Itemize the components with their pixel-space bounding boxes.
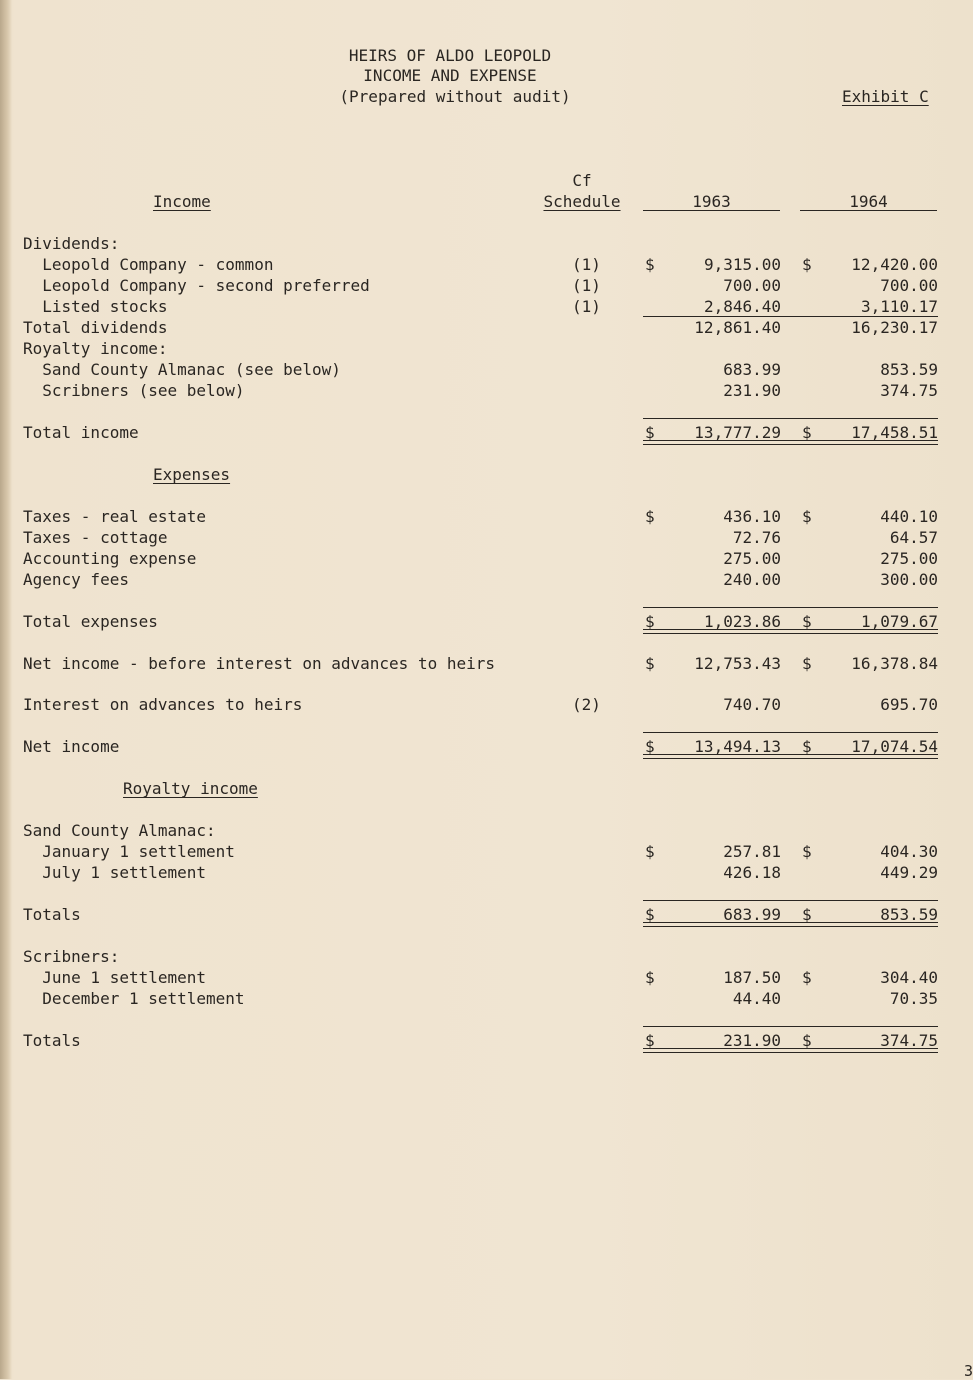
double-underline — [643, 754, 938, 759]
dollar-sign: $ — [645, 612, 655, 631]
line-label: Leopold Company - common — [23, 255, 274, 274]
dollar-sign: $ — [645, 423, 655, 442]
dollar-sign: $ — [802, 737, 812, 756]
amount-1963: 231.90 — [723, 1031, 781, 1050]
amount-1964: 440.10 — [880, 507, 938, 526]
double-underline — [643, 440, 938, 445]
amount-1964: 695.70 — [880, 695, 938, 714]
page-number: 3 — [963, 1362, 973, 1380]
schedule-ref: (1) — [572, 276, 601, 295]
amount-1964: 853.59 — [880, 905, 938, 924]
line-label: Taxes - cottage — [23, 528, 168, 547]
dollar-sign: $ — [645, 507, 655, 526]
amount-1963: 275.00 — [723, 549, 781, 568]
income-column-header: Income — [153, 192, 211, 211]
total-rule-top — [643, 607, 938, 608]
amount-1964: 304.40 — [880, 968, 938, 987]
royalty-income-label: Royalty income: — [23, 339, 168, 358]
amount-1964: 64.57 — [889, 528, 938, 547]
line-label: June 1 settlement — [23, 968, 207, 987]
amount-1963: 44.40 — [732, 989, 781, 1008]
amount-1963: 740.70 — [723, 695, 781, 714]
amount-1963: 436.10 — [723, 507, 781, 526]
amount-1963: 240.00 — [723, 570, 781, 589]
amount-1964: 12,420.00 — [851, 255, 938, 274]
double-underline — [643, 1048, 938, 1053]
dollar-sign: $ — [802, 968, 812, 987]
amount-1963: 2,846.40 — [703, 297, 781, 316]
amount-1963: 426.18 — [723, 863, 781, 882]
amount-1964: 70.35 — [889, 989, 938, 1008]
amount-1964: 404.30 — [880, 842, 938, 861]
amount-1964: 374.75 — [880, 381, 938, 400]
amount-1964: 300.00 — [880, 570, 938, 589]
total-rule-top — [643, 1026, 938, 1027]
schedule-ref: (1) — [572, 297, 601, 316]
amount-1963: 13,777.29 — [694, 423, 781, 442]
amount-1963: 1,023.86 — [703, 612, 781, 631]
total-rule-top — [643, 732, 938, 733]
total-expenses-label: Total expenses — [23, 612, 158, 631]
dollar-sign: $ — [645, 654, 655, 673]
total-income-label: Total income — [23, 423, 139, 442]
dollar-sign: $ — [802, 654, 812, 673]
dollar-sign: $ — [645, 968, 655, 987]
double-underline — [643, 629, 938, 634]
amount-1963: 72.76 — [732, 528, 781, 547]
net-income-label: Net income — [23, 737, 120, 756]
cf-header: Cf — [572, 171, 592, 190]
header-rule-1964 — [800, 210, 937, 211]
dollar-sign: $ — [645, 842, 655, 861]
totals-label: Totals — [23, 1031, 81, 1050]
dollar-sign: $ — [802, 905, 812, 924]
amount-1963: 683.99 — [723, 905, 781, 924]
amount-1964: 374.75 — [880, 1031, 938, 1050]
totals-label: Totals — [23, 905, 81, 924]
exhibit-label: Exhibit C — [842, 87, 929, 106]
line-label: Agency fees — [23, 570, 129, 589]
royalty-income-heading: Royalty income — [123, 779, 258, 798]
dollar-sign: $ — [802, 507, 812, 526]
schedule-ref: (1) — [572, 255, 601, 274]
total-dividends-label: Total dividends — [23, 318, 168, 337]
dollar-sign: $ — [802, 255, 812, 274]
line-label: Leopold Company - second preferred — [23, 276, 370, 295]
amount-1963: 683.99 — [723, 360, 781, 379]
dollar-sign: $ — [645, 1031, 655, 1050]
interest-label: Interest on advances to heirs — [23, 695, 303, 714]
amount-1963: 187.50 — [723, 968, 781, 987]
title-line-3: (Prepared without audit) — [339, 87, 571, 106]
expenses-heading: Expenses — [153, 465, 231, 484]
line-label: Scribners (see below) — [23, 381, 245, 400]
binding-edge — [0, 0, 12, 1379]
amount-1963: 9,315.00 — [703, 255, 781, 274]
amount-1964: 700.00 — [880, 276, 938, 295]
dividends-label: Dividends: — [23, 234, 120, 253]
amount-1963: 13,494.13 — [694, 737, 781, 756]
dollar-sign: $ — [802, 1031, 812, 1050]
amount-1963: 12,861.40 — [694, 318, 781, 337]
amount-1964: 853.59 — [880, 360, 938, 379]
line-label: July 1 settlement — [23, 863, 207, 882]
line-label: January 1 settlement — [23, 842, 235, 861]
title-line-2: INCOME AND EXPENSE — [363, 66, 537, 85]
amount-1964: 17,458.51 — [851, 423, 938, 442]
year-1963-header: 1963 — [692, 192, 731, 211]
year-1964-header: 1964 — [849, 192, 888, 211]
amount-1964: 16,230.17 — [851, 318, 938, 337]
amount-1964: 17,074.54 — [851, 737, 938, 756]
total-rule-top — [643, 900, 938, 901]
dollar-sign: $ — [645, 905, 655, 924]
dollar-sign: $ — [802, 423, 812, 442]
sand-county-almanac-label: Sand County Almanac: — [23, 821, 216, 840]
line-label: Taxes - real estate — [23, 507, 207, 526]
scribners-label: Scribners: — [23, 947, 120, 966]
amount-1963: 12,753.43 — [694, 654, 781, 673]
line-label: Sand County Almanac (see below) — [23, 360, 341, 379]
header-rule-1963 — [643, 210, 780, 211]
dollar-sign: $ — [802, 612, 812, 631]
amount-1963: 257.81 — [723, 842, 781, 861]
dollar-sign: $ — [802, 842, 812, 861]
title-line-1: HEIRS OF ALDO LEOPOLD — [348, 46, 552, 65]
schedule-ref: (2) — [572, 695, 601, 714]
amount-1964: 275.00 — [880, 549, 938, 568]
line-label: December 1 settlement — [23, 989, 245, 1008]
subtotal-rule — [643, 316, 938, 317]
amount-1963: 700.00 — [723, 276, 781, 295]
amount-1964: 16,378.84 — [851, 654, 938, 673]
amount-1964: 449.29 — [880, 863, 938, 882]
amount-1963: 231.90 — [723, 381, 781, 400]
amount-1964: 3,110.17 — [860, 297, 938, 316]
schedule-header: Schedule — [543, 192, 621, 211]
amount-1964: 1,079.67 — [860, 612, 938, 631]
dollar-sign: $ — [645, 737, 655, 756]
double-underline — [643, 922, 938, 927]
total-rule-top — [643, 418, 938, 419]
line-label: Accounting expense — [23, 549, 197, 568]
net-before-interest-label: Net income - before interest on advances to heirs — [23, 654, 496, 673]
dollar-sign: $ — [645, 255, 655, 274]
line-label: Listed stocks — [23, 297, 168, 316]
